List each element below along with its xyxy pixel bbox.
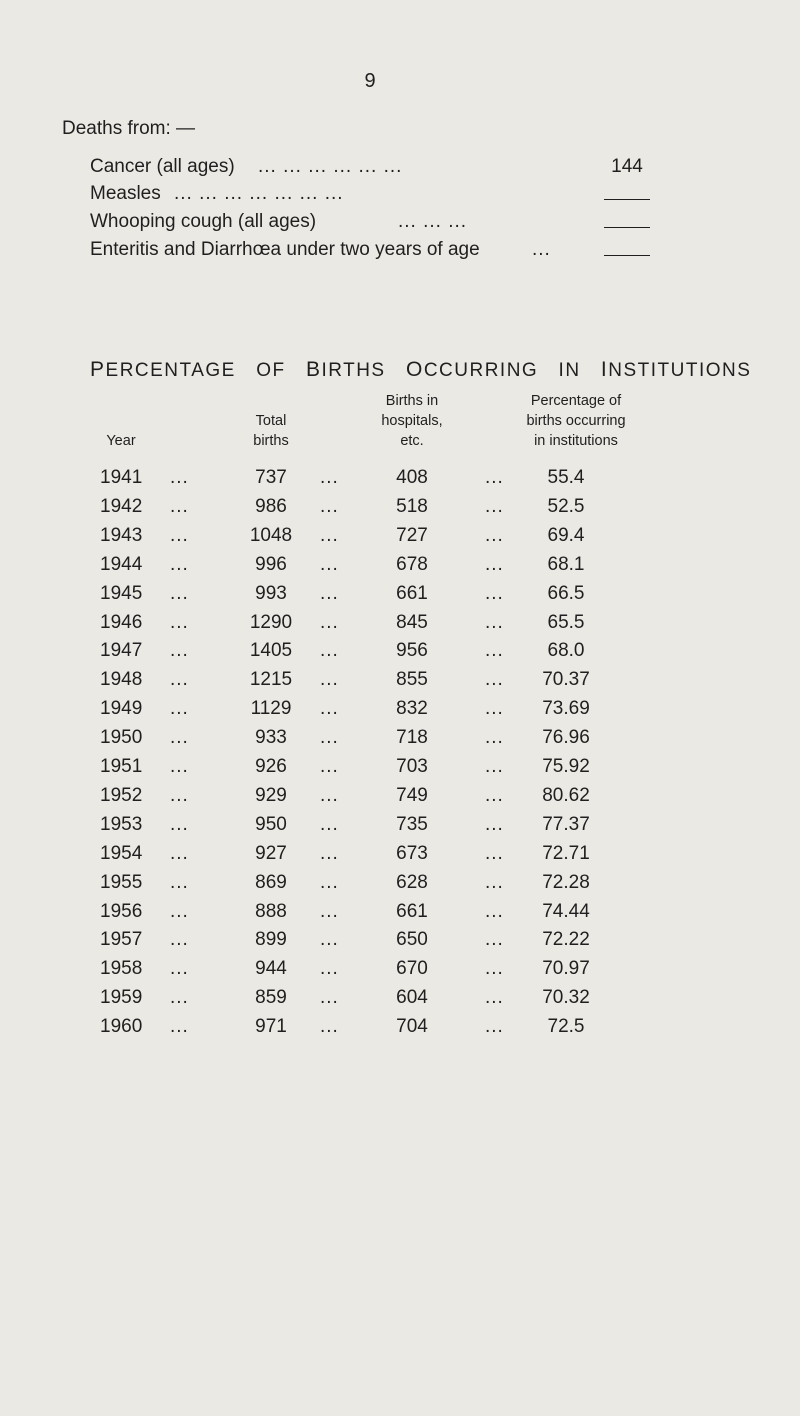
- table-row: [0, 814, 800, 844]
- year-cell: 1950: [100, 727, 143, 749]
- nil-dash: [604, 227, 650, 228]
- percentage-cell: 80.62: [542, 784, 590, 806]
- percentage-cell: 77.37: [542, 813, 590, 835]
- leader-dots: ...: [320, 756, 339, 777]
- leader-dots: ...: [170, 727, 189, 749]
- leader-dots: ...: [320, 640, 339, 662]
- leader-dots: ...: [485, 784, 504, 806]
- total-births-cell: 927: [255, 842, 287, 864]
- total-births-cell: 1290: [249, 611, 293, 633]
- leader-dots: ...: [320, 698, 339, 720]
- table-row: [0, 872, 800, 902]
- table-row: [0, 467, 800, 497]
- year-cell: 1945: [100, 582, 143, 604]
- table-row: [0, 727, 800, 757]
- hospital-births-cell: 678: [396, 553, 428, 575]
- year-cell: 1953: [100, 813, 143, 835]
- table-row: [0, 612, 800, 642]
- leader-dots: ...: [485, 871, 504, 893]
- leader-dots: ...: [170, 1016, 189, 1038]
- year-cell: 1955: [100, 871, 143, 893]
- percentage-cell: 76.96: [542, 727, 590, 749]
- header-hospital-births: Births in hospitals, etc.: [381, 393, 443, 449]
- death-count: 144: [611, 156, 643, 177]
- leader-dots: ... ... ... ... ... ... ...: [174, 183, 344, 204]
- table-row: [0, 583, 800, 613]
- death-cause-label: Whooping cough (all ages): [90, 211, 317, 232]
- leader-dots: ...: [485, 900, 504, 922]
- percentage-cell: 75.92: [542, 756, 590, 777]
- leader-dots: ...: [320, 900, 339, 922]
- total-births-cell: 971: [255, 1016, 287, 1038]
- hospital-births-cell: 727: [396, 524, 428, 546]
- table-row: [0, 756, 800, 786]
- percentage-cell: 66.5: [547, 582, 585, 604]
- percentage-cell: 73.69: [542, 698, 590, 720]
- death-cause-label: Cancer (all ages): [90, 156, 235, 177]
- total-births-cell: 737: [255, 467, 287, 488]
- page-number: 9: [364, 70, 376, 92]
- leader-dots: ...: [320, 553, 339, 575]
- death-cause-row: [90, 156, 650, 182]
- table-row: [0, 525, 800, 555]
- leader-dots: ...: [485, 929, 504, 951]
- hospital-births-cell: 628: [396, 871, 428, 893]
- leader-dots: ...: [485, 640, 504, 662]
- leader-dots: ...: [170, 929, 189, 951]
- year-cell: 1957: [100, 929, 143, 951]
- leader-dots: ...: [170, 553, 189, 575]
- leader-dots: ...: [320, 727, 339, 749]
- hospital-births-cell: 735: [396, 813, 428, 835]
- percentage-cell: 68.0: [547, 640, 585, 662]
- hospital-births-cell: 703: [396, 756, 428, 777]
- percentage-cell: 72.28: [542, 871, 590, 893]
- table-row: [0, 929, 800, 959]
- leader-dots: ...: [320, 611, 339, 633]
- leader-dots: ... ... ... ... ... ...: [258, 156, 403, 177]
- hospital-births-cell: 670: [396, 958, 428, 980]
- year-cell: 1959: [100, 987, 143, 1009]
- percentage-cell: 70.32: [542, 987, 590, 1009]
- leader-dots: ...: [320, 958, 339, 980]
- leader-dots: ...: [170, 871, 189, 893]
- leader-dots: ...: [170, 524, 189, 546]
- leader-dots: ...: [485, 813, 504, 835]
- year-cell: 1956: [100, 900, 143, 922]
- leader-dots: ...: [485, 756, 504, 777]
- total-births-cell: 899: [255, 929, 287, 951]
- leader-dots: ...: [485, 467, 504, 488]
- header-total-births: Total births: [253, 413, 289, 449]
- leader-dots: ...: [320, 524, 339, 546]
- total-births-cell: 986: [255, 495, 287, 517]
- leader-dots: ...: [170, 842, 189, 864]
- total-births-cell: 926: [255, 756, 287, 777]
- table-row: [0, 987, 800, 1017]
- death-cause-row: [90, 183, 650, 209]
- total-births-cell: 1129: [250, 698, 292, 720]
- leader-dots: ...: [320, 842, 339, 864]
- total-births-cell: 1048: [249, 524, 293, 546]
- total-births-cell: 869: [255, 871, 287, 893]
- header-percentage: Percentage of births occurring in institutions: [526, 393, 626, 449]
- leader-dots: ...: [485, 669, 504, 691]
- nil-dash: [604, 255, 650, 256]
- leader-dots: ...: [485, 987, 504, 1009]
- percentage-cell: 74.44: [542, 900, 590, 922]
- total-births-cell: 933: [255, 727, 287, 749]
- year-cell: 1942: [100, 495, 143, 517]
- table-row: [0, 496, 800, 526]
- leader-dots: ...: [485, 611, 504, 633]
- leader-dots: ...: [485, 553, 504, 575]
- leader-dots: ...: [320, 467, 339, 488]
- header-year: Year: [106, 433, 136, 449]
- percentage-cell: 69.4: [547, 524, 585, 546]
- table-row: [0, 640, 800, 670]
- hospital-births-cell: 845: [396, 611, 428, 633]
- leader-dots: ...: [485, 727, 504, 749]
- year-cell: 1943: [100, 524, 143, 546]
- hospital-births-cell: 855: [396, 669, 428, 691]
- percentage-cell: 72.5: [547, 1016, 585, 1038]
- leader-dots: ...: [170, 900, 189, 922]
- year-cell: 1941: [100, 467, 143, 488]
- table-row: [0, 785, 800, 815]
- hospital-births-cell: 704: [396, 1016, 428, 1038]
- table-row: [0, 901, 800, 931]
- percentage-cell: 70.37: [542, 669, 590, 691]
- death-cause-row: [90, 239, 650, 265]
- leader-dots: ...: [320, 813, 339, 835]
- total-births-cell: 944: [255, 958, 287, 980]
- percentage-cell: 68.1: [547, 553, 585, 575]
- leader-dots: ...: [320, 784, 339, 806]
- leader-dots: ...: [320, 1016, 339, 1038]
- percentage-cell: 72.22: [542, 929, 590, 951]
- hospital-births-cell: 749: [396, 784, 428, 806]
- leader-dots: ...: [170, 958, 189, 980]
- hospital-births-cell: 718: [396, 727, 428, 749]
- leader-dots: ...: [170, 784, 189, 806]
- table-row: [0, 843, 800, 873]
- leader-dots: ...: [485, 524, 504, 546]
- total-births-cell: 996: [255, 553, 287, 575]
- leader-dots: ...: [170, 669, 189, 691]
- leader-dots: ...: [170, 698, 189, 720]
- percentage-cell: 55.4: [547, 467, 585, 488]
- leader-dots: ...: [485, 698, 504, 720]
- percentage-cell: 65.5: [547, 611, 585, 633]
- total-births-cell: 929: [255, 784, 287, 806]
- year-cell: 1948: [100, 669, 143, 691]
- percentage-cell: 72.71: [542, 842, 590, 864]
- leader-dots: ...: [320, 582, 339, 604]
- nil-dash: [604, 199, 650, 200]
- death-cause-row: [90, 211, 650, 237]
- leader-dots: ...: [170, 640, 189, 662]
- total-births-cell: 950: [255, 813, 287, 835]
- year-cell: 1960: [100, 1016, 143, 1038]
- leader-dots: ...: [485, 582, 504, 604]
- year-cell: 1954: [100, 842, 143, 864]
- hospital-births-cell: 650: [396, 929, 428, 951]
- year-cell: 1958: [100, 958, 143, 980]
- table-row: [0, 669, 800, 699]
- leader-dots: ...: [170, 813, 189, 835]
- table-row: [0, 958, 800, 988]
- table-row: [0, 554, 800, 584]
- leader-dots: ...: [485, 495, 504, 517]
- leader-dots: ...: [320, 871, 339, 893]
- hospital-births-cell: 661: [396, 582, 428, 604]
- total-births-cell: 1215: [249, 669, 293, 691]
- hospital-births-cell: 518: [396, 495, 428, 517]
- percentage-cell: 70.97: [542, 958, 590, 980]
- year-cell: 1949: [100, 698, 143, 720]
- total-births-cell: 993: [255, 582, 287, 604]
- table-row: [0, 1016, 800, 1046]
- leader-dots: ...: [320, 669, 339, 691]
- leader-dots: ...: [320, 987, 339, 1009]
- hospital-births-cell: 604: [396, 987, 428, 1009]
- hospital-births-cell: 408: [396, 467, 428, 488]
- leader-dots: ...: [485, 1016, 504, 1038]
- table-row: [0, 698, 800, 728]
- hospital-births-cell: 661: [396, 900, 428, 922]
- leader-dots: ...: [485, 842, 504, 864]
- year-cell: 1944: [100, 553, 143, 575]
- hospital-births-cell: 956: [396, 640, 428, 662]
- year-cell: 1946: [100, 611, 143, 633]
- leader-dots: ...: [170, 582, 189, 604]
- leader-dots: ...: [532, 239, 551, 260]
- total-births-cell: 1405: [249, 640, 293, 662]
- leader-dots: ...: [485, 958, 504, 980]
- leader-dots: ...: [320, 929, 339, 951]
- total-births-cell: 859: [255, 987, 287, 1009]
- leader-dots: ...: [170, 987, 189, 1009]
- table-title: PERCENTAGE OF BIRTHS OCCURRING IN INSTITUTIONS: [90, 358, 752, 381]
- deaths-heading: Deaths from: —: [62, 118, 196, 139]
- year-cell: 1952: [100, 784, 143, 806]
- leader-dots: ... ... ...: [398, 211, 468, 232]
- death-cause-label: Measles: [90, 183, 161, 204]
- leader-dots: ...: [320, 495, 339, 517]
- leader-dots: ...: [170, 611, 189, 633]
- leader-dots: ...: [170, 495, 189, 517]
- death-cause-label: Enteritis and Diarrhœa under two years of age: [90, 239, 480, 260]
- hospital-births-cell: 673: [396, 842, 428, 864]
- year-cell: 1947: [100, 640, 143, 662]
- leader-dots: ...: [170, 756, 189, 777]
- total-births-cell: 888: [255, 900, 287, 922]
- year-cell: 1951: [100, 756, 143, 777]
- percentage-cell: 52.5: [547, 495, 585, 517]
- hospital-births-cell: 832: [396, 698, 428, 720]
- leader-dots: ...: [170, 467, 189, 488]
